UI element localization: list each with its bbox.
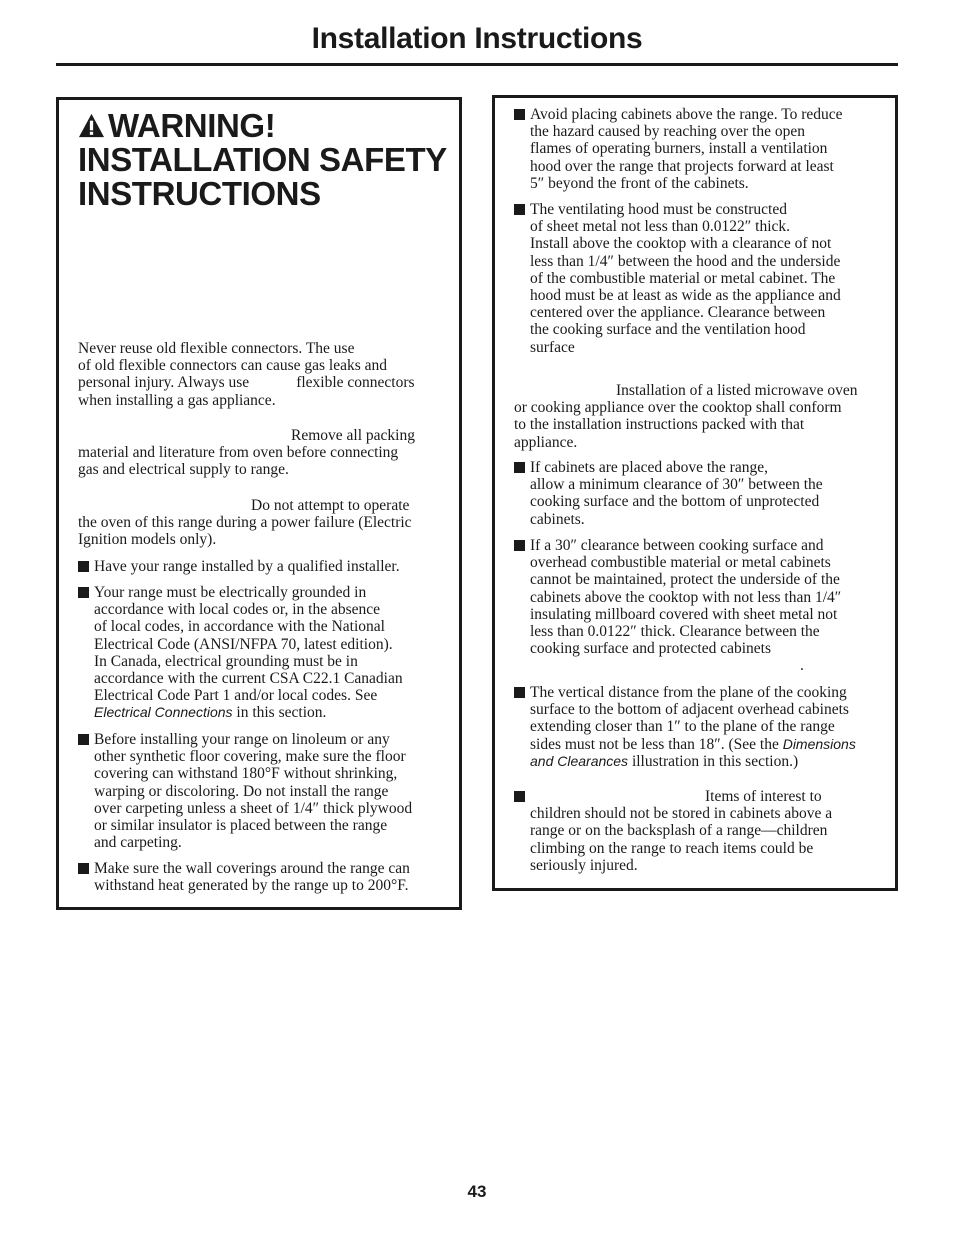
- power-failure-paragraph: Do not attempt to operate the oven of this range during a power failure (Electric Ignition models only).: [78, 497, 412, 549]
- warning-triangle-icon: [78, 112, 105, 139]
- bullet-wall-coverings: Make sure the wall coverings around the range can withstand heat generated by the range up to 200°F.: [78, 860, 454, 894]
- bullet-square-icon: [514, 540, 525, 551]
- bullet-protect-underside: If a 30″ clearance between cooking surface and overhead combustible material or metal cabinets cannot be maintained, protect the underside of the cabinets above the cooktop with not less than 1/4″ insulating millboard covered with sheet metal not less than 0.0122″ thick. Clearance between the cooking surface and protected cabinets .: [514, 537, 896, 675]
- bullet-avoid-cabinets: Avoid placing cabinets above the range. To reduce the hazard caused by reaching over the open flames of operating burners, install a ventilation hood over the range that projects forward at least 5″ beyond the front of the cabinets.: [514, 106, 896, 192]
- bullet-square-icon: [514, 687, 525, 698]
- bullet-cabinet-clearance: If cabinets are placed above the range, allow a minimum clearance of 30″ between the cooking surface and the bottom of unprotected cabinets.: [514, 459, 896, 528]
- bullet-square-icon: [514, 462, 525, 473]
- bullet-floor-covering: Before installing your range on linoleum or any other synthetic floor covering, make sure the floor covering can withstand 180°F without shrinking, warping or discoloring. Do not install the range over carpeting unless a sheet of 1/4″ thick plywood or similar insulator is placed between the range and carpeting.: [78, 731, 454, 851]
- bullet-square-icon: [78, 863, 89, 874]
- connector-paragraph: Never reuse old flexible connectors. The use of old flexible connectors can cause gas leaks and personal injury. Always use flexible connectors when installing a gas appliance.: [78, 340, 415, 409]
- bullet-ventilating-hood: The ventilating hood must be constructed of sheet metal not less than 0.0122″ thick. Install above the cooktop with a clearance of not less than 1/4″ between the hood and the underside of the combustible material or metal cabinet. The hood must be at least as wide as the appliance and centered over the appliance. Clearance between the cooking surface and the ventilation hood surface: [514, 201, 896, 356]
- bullet-grounding: Your range must be electrically grounded in accordance with local codes or, in the absence of local codes, in accordance with the National Electrical Code (ANSI/NFPA 70, latest edition). In Canada, electrical grounding must be in accordance with the current CSA C22.1 Canadian Electrical Code Part 1 and/or local codes. See Electrical Connections in this section.: [78, 584, 454, 722]
- bullet-square-icon: [514, 791, 525, 802]
- warning-box-left: [56, 97, 462, 910]
- bullet-square-icon: [78, 734, 89, 745]
- bullet-vertical-distance: The vertical distance from the plane of the cooking surface to the bottom of adjacent overhead cabinets extending closer than 1″ to the plane of the range sides must not be less than 18″. (See the Dimensions and Clearances illustration in this section.): [514, 684, 896, 770]
- microwave-paragraph: Installation of a listed microwave oven or cooking appliance over the cooktop shall conform to the installation instructions packed with that appliance.: [514, 382, 858, 451]
- warning-heading-text: WARNING! INSTALLATION SAFETY INSTRUCTIONS: [78, 107, 447, 212]
- dimensions-ref: Dimensions: [782, 735, 856, 752]
- page-title: Installation Instructions: [311, 22, 643, 55]
- bullet-square-icon: [78, 561, 89, 572]
- bullet-square-icon: [514, 204, 525, 215]
- bullet-square-icon: [78, 587, 89, 598]
- warning-heading: [78, 109, 448, 211]
- page-number: 43: [467, 1182, 487, 1201]
- header-rule: [56, 63, 898, 66]
- clearances-ref: and Clearances: [530, 752, 629, 769]
- packing-paragraph: Remove all packing material and literature from oven before connecting gas and electrical supply to range.: [78, 427, 415, 479]
- electrical-connections-ref: Electrical Connections: [94, 704, 233, 721]
- bullet-children-items: Items of interest to children should not be stored in cabinets above a range or on the backsplash of a range—children climbing on the range to reach items could be seriously injured.: [514, 788, 896, 874]
- warning-box-right: [492, 95, 898, 891]
- bullet-qualified-installer: Have your range installed by a qualified installer.: [78, 558, 454, 575]
- bullet-square-icon: [514, 109, 525, 120]
